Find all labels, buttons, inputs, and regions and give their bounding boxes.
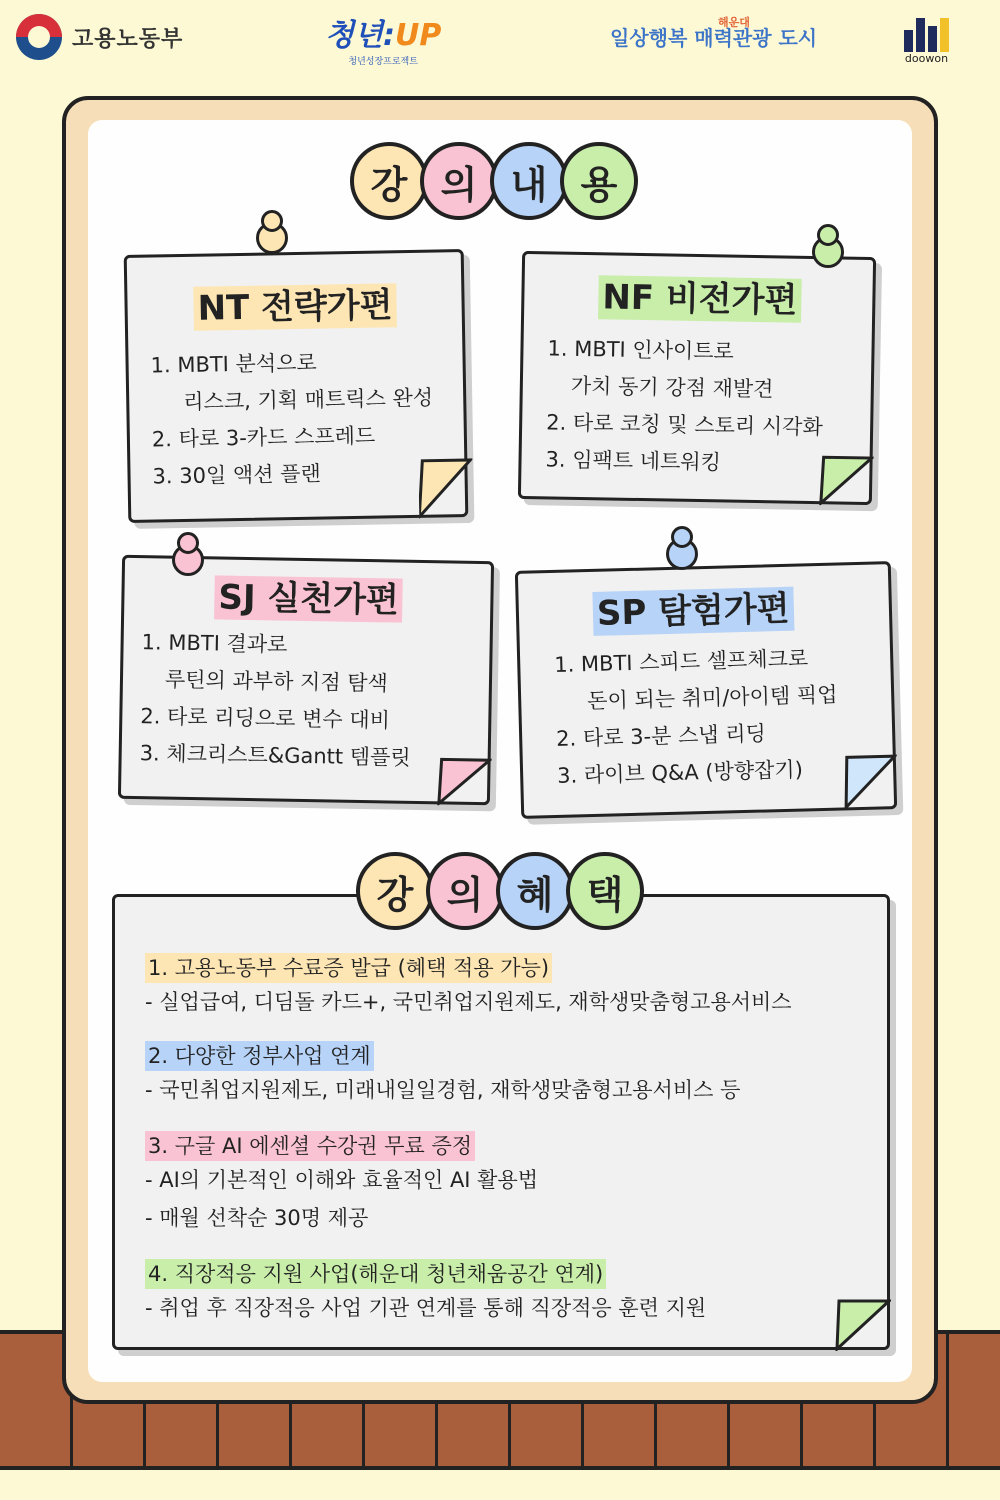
note-title: SJ 실천가편 [214, 575, 403, 622]
youth-logo-up: UP [394, 18, 442, 53]
youth-up-logo: 청년:UP 청년성장프로젝트 [325, 18, 442, 67]
list-item-text: 가치 동기 강점 재발견 [570, 373, 774, 402]
youth-logo-text: 청년 [325, 18, 383, 53]
note-nt [124, 249, 469, 523]
page-fold-icon [819, 455, 874, 506]
title-char: 혜 [496, 852, 574, 930]
list-item-text: 루틴의 과부하 지점 탐색 [164, 667, 389, 696]
list-item-text: 3. 라이브 Q&A (방향잡기) [556, 757, 804, 788]
benefit-heading: 3. 구글 AI 에센셜 수강권 무료 증정 [145, 1131, 475, 1161]
page-fold-icon [835, 1299, 891, 1351]
benefit-detail: - 취업 후 직장적응 사업 기관 연계를 통해 직장적응 훈련 지원 [145, 1296, 707, 1320]
page-fold-icon [418, 458, 473, 519]
doowon-logo [904, 18, 949, 65]
title-char: 의 [426, 852, 504, 930]
list-item-text: 2. 타로 리딩으로 변수 대비 [140, 704, 391, 733]
title-char: 강 [356, 852, 434, 930]
title-char: 택 [566, 852, 644, 930]
benefit-heading: 1. 고용노동부 수료증 발급 (혜택 적용 가능) [145, 953, 552, 983]
note-list [554, 640, 840, 795]
list-item-text: 1. MBTI 스피드 셀프체크로 [553, 646, 809, 677]
list-item [557, 751, 840, 795]
benefit-detail: - 실업급여, 디딤돌 카드+, 국민취업지원제도, 재학생맞춤형고용서비스 [145, 990, 792, 1014]
list-item [554, 640, 838, 721]
city-logo-text: 일상행복 매력관광 도시 [610, 26, 818, 50]
list-item [139, 735, 411, 777]
doowon-logo-text: doowon [904, 52, 949, 65]
title-char: 용 [560, 142, 638, 220]
lecture-benefit-title [356, 852, 644, 930]
note-list [150, 343, 434, 496]
list-item-text: 2. 타로 3-카드 스프레드 [151, 423, 376, 452]
taegeuk-icon [16, 14, 62, 60]
list-item-text: 1. MBTI 인사이트로 [547, 336, 735, 364]
list-item-text: 1. MBTI 결과로 [141, 630, 288, 657]
lecture-content-title [350, 142, 638, 220]
title-char: 강 [350, 142, 428, 220]
benefit-item [145, 1259, 706, 1327]
header [0, 0, 1000, 90]
page-fold-icon [843, 754, 898, 809]
benefit-item [145, 1131, 538, 1237]
list-item [547, 330, 825, 409]
list-item [152, 417, 434, 459]
benefit-heading: 4. 직장적응 지원 사업(해운대 청년채움공간 연계) [145, 1259, 606, 1289]
note-list [545, 330, 824, 483]
gov-logo [16, 14, 183, 60]
page-fold-icon [437, 757, 492, 806]
doowon-mark-icon [904, 18, 949, 52]
list-item-text: 2. 타로 코칭 및 스토리 시각화 [545, 410, 823, 440]
note-sp [515, 561, 897, 819]
floor-bottom-strip [0, 1470, 1000, 1500]
title-char: 의 [420, 142, 498, 220]
list-item [545, 441, 822, 483]
list-item-text: 1. MBTI 분석으로 [150, 350, 317, 378]
youth-logo-subtitle: 청년성장프로젝트 [348, 57, 418, 67]
note-list [139, 624, 413, 777]
note-title: SP 탐험가편 [592, 587, 794, 636]
haeundae-logo [610, 16, 818, 51]
pushpin-icon [812, 236, 844, 268]
benefit-heading: 2. 다양한 정부사업 연계 [145, 1041, 374, 1071]
list-item-text: 3. 체크리스트&Gantt 템플릿 [139, 741, 411, 770]
list-item-text: 돈이 되는 취미/아이템 픽업 [586, 682, 838, 714]
note-nf [518, 251, 876, 505]
benefit-detail: - AI의 기본적인 이해와 효율적인 AI 활용법 [145, 1168, 539, 1192]
list-item-text: 리스크, 기획 매트릭스 완성 [183, 385, 434, 414]
list-item [150, 343, 433, 422]
note-title: NF 비전가편 [598, 275, 802, 323]
pushpin-icon [172, 544, 204, 576]
pushpin-icon [666, 538, 698, 570]
title-char: 내 [490, 142, 568, 220]
pushpin-icon [256, 222, 288, 254]
gov-logo-text: 고용노동부 [72, 26, 184, 52]
benefit-item [145, 1041, 740, 1109]
list-item [546, 404, 823, 446]
list-item [141, 624, 413, 703]
list-item [152, 454, 434, 496]
note-sj [118, 555, 494, 805]
list-item-text: 2. 타로 3-분 스냅 리딩 [555, 721, 767, 751]
benefits-panel [112, 894, 890, 1350]
city-logo-small: 해운대 [718, 16, 750, 29]
list-item [140, 698, 412, 740]
list-item-text: 3. 30일 액션 플랜 [152, 461, 321, 489]
benefit-detail: - 매월 선착순 30명 제공 [145, 1206, 369, 1230]
list-item-text: 3. 임팩트 네트워킹 [545, 447, 722, 475]
note-title: NT 전략가편 [193, 283, 397, 331]
benefit-detail: - 국민취업지원제도, 미래내일일경험, 재학생맞춤형고용서비스 등 [145, 1078, 741, 1102]
benefit-item [145, 953, 792, 1021]
